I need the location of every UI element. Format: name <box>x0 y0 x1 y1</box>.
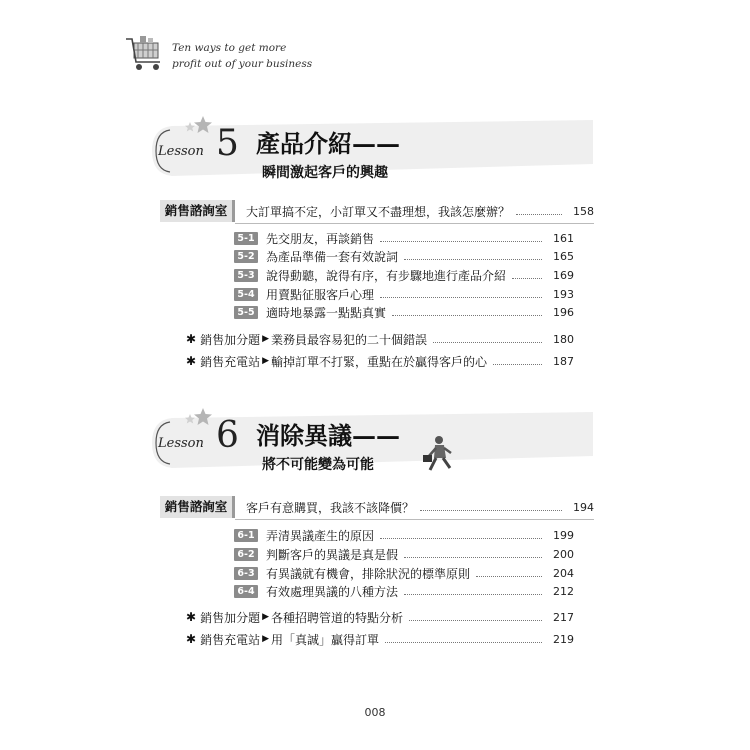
bonus-label: 銷售充電站 <box>200 632 261 647</box>
triangle-right-icon: ▶ <box>262 356 269 366</box>
bonus-title: 業務員最容易犯的二十個錯誤 <box>271 332 428 347</box>
lesson-title: 消除異議—— <box>256 421 400 450</box>
toc-item[interactable] <box>234 545 574 563</box>
asterisk-icon: ✱ <box>186 332 197 346</box>
lesson-word: Lesson <box>158 436 204 451</box>
leader-dots <box>404 557 542 558</box>
toc-item[interactable] <box>234 303 574 321</box>
leader-dots <box>380 538 542 539</box>
consult-question: 大訂單搞不定，小訂單又不盡理想，我該怎麼辦？ <box>246 204 511 219</box>
header-line-2: profit out of your business <box>172 58 313 70</box>
page-ref: 199 <box>553 528 574 542</box>
leader-dots <box>404 259 542 260</box>
toc-item[interactable] <box>234 266 574 284</box>
leader-dots <box>385 642 542 643</box>
lesson-number: 5 <box>216 123 239 164</box>
asterisk-icon: ✱ <box>186 632 197 646</box>
toc-item-title: 用賣點征服客戶心理 <box>266 287 375 302</box>
bonus-label: 銷售充電站 <box>200 354 261 369</box>
lesson-subtitle: 瞬間激起客戶的興趣 <box>262 165 388 181</box>
bonus-item[interactable] <box>186 352 574 370</box>
leader-dots <box>409 620 542 621</box>
lesson-word: Lesson <box>158 144 204 159</box>
section-number-badge: 6-2 <box>234 548 258 561</box>
toc-item[interactable] <box>234 564 574 582</box>
leader-dots <box>392 315 542 316</box>
page-ref: 212 <box>553 584 574 598</box>
lesson-5-banner <box>148 116 593 188</box>
sales-consult-row[interactable] <box>160 198 594 224</box>
page-ref: 193 <box>553 287 574 301</box>
bonus-item[interactable] <box>186 608 574 626</box>
divider <box>235 223 594 224</box>
page-number: 008 <box>364 706 386 719</box>
page-ref: 158 <box>573 204 594 218</box>
asterisk-icon: ✱ <box>186 610 197 624</box>
divider <box>235 519 594 520</box>
toc-item[interactable] <box>234 526 574 544</box>
page-ref: 219 <box>553 632 574 646</box>
toc-item[interactable] <box>234 285 574 303</box>
page-ref: 187 <box>553 354 574 368</box>
bonus-title: 輸掉訂單不打緊，重點在於贏得客戶的心 <box>271 354 488 369</box>
toc-item-title: 弄清異議產生的原因 <box>266 528 375 543</box>
triangle-right-icon: ▶ <box>262 634 269 644</box>
page-ref: 204 <box>553 566 574 580</box>
consult-question: 客戶有意購買，我該不該降價？ <box>246 500 415 515</box>
toc-item-title: 判斷客戶的異議是真是假 <box>266 547 399 562</box>
bonus-item[interactable] <box>186 330 574 348</box>
leader-dots <box>512 278 542 279</box>
page-ref: 169 <box>553 268 574 282</box>
toc-item-title: 先交朋友，再談銷售 <box>266 231 375 246</box>
lesson-subtitle: 將不可能變為可能 <box>262 457 374 473</box>
bonus-label: 銷售加分題 <box>200 332 261 347</box>
asterisk-icon: ✱ <box>186 354 197 368</box>
lesson-number: 6 <box>216 415 239 456</box>
bonus-title: 用「真誠」贏得訂單 <box>271 632 380 647</box>
page-ref: 165 <box>553 249 574 263</box>
page-ref: 217 <box>553 610 574 624</box>
lesson-title: 產品介紹—— <box>256 129 400 158</box>
leader-dots <box>493 364 542 365</box>
bonus-title: 各種招聘管道的特點分析 <box>271 610 404 625</box>
leader-dots <box>516 214 562 215</box>
header-line-1: Ten ways to get more <box>172 42 287 54</box>
toc-item[interactable] <box>234 582 574 600</box>
bonus-label: 銷售加分題 <box>200 610 261 625</box>
lesson-6-banner <box>148 408 593 480</box>
section-number-badge: 6-1 <box>234 529 258 542</box>
section-number-badge: 5-2 <box>234 250 258 263</box>
toc-item-title: 說得動聽，說得有序，有步驟地進行產品介紹 <box>266 268 507 283</box>
consult-badge: 銷售諮詢室 <box>160 496 235 518</box>
toc-item-title: 適時地暴露一點點真實 <box>266 305 387 320</box>
bonus-item[interactable] <box>186 630 574 648</box>
section-number-badge: 5-4 <box>234 288 258 301</box>
page-ref: 200 <box>553 547 574 561</box>
toc-item-title: 有效處理異議的八種方法 <box>266 584 399 599</box>
leader-dots <box>433 342 542 343</box>
page-ref: 194 <box>573 500 594 514</box>
section-number-badge: 5-1 <box>234 232 258 245</box>
consult-badge: 銷售諮詢室 <box>160 200 235 222</box>
leader-dots <box>380 241 542 242</box>
leader-dots <box>476 576 542 577</box>
sales-consult-row[interactable] <box>160 494 594 520</box>
page-ref: 161 <box>553 231 574 245</box>
section-number-badge: 5-5 <box>234 306 258 319</box>
page-ref: 180 <box>553 332 574 346</box>
running-header <box>124 34 324 80</box>
section-number-badge: 5-3 <box>234 269 258 282</box>
leader-dots <box>404 594 542 595</box>
toc-item-title: 為產品準備一套有效說詞 <box>266 249 399 264</box>
leader-dots <box>420 510 562 511</box>
shopping-cart-icon <box>124 34 168 78</box>
section-number-badge: 6-3 <box>234 567 258 580</box>
triangle-right-icon: ▶ <box>262 612 269 622</box>
section-number-badge: 6-4 <box>234 585 258 598</box>
toc-item[interactable] <box>234 229 574 247</box>
page-ref: 196 <box>553 305 574 319</box>
triangle-right-icon: ▶ <box>262 334 269 344</box>
toc-item[interactable] <box>234 247 574 265</box>
leader-dots <box>380 297 542 298</box>
toc-item-title: 有異議就有機會，排除狀況的標準原則 <box>266 566 471 581</box>
